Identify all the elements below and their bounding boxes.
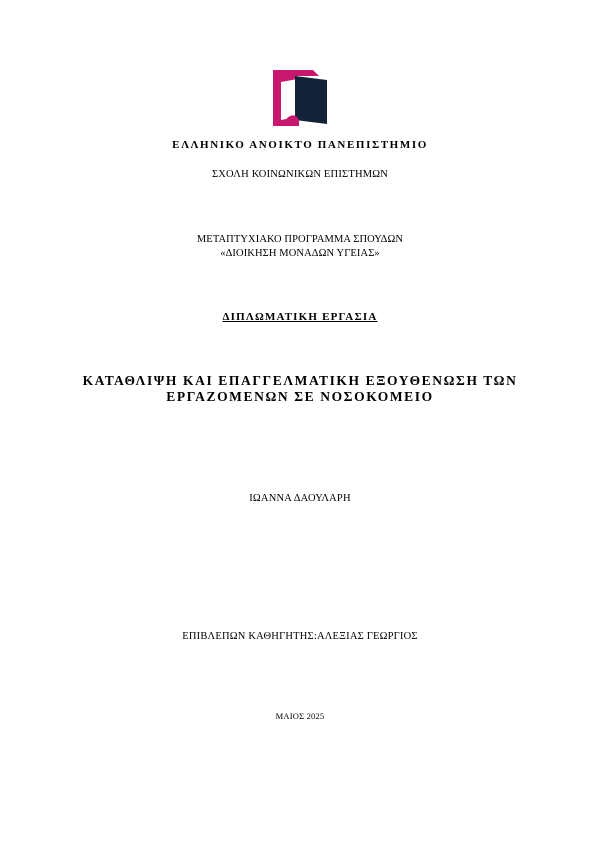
school-name: ΣΧΟΛΗ ΚΟΙΝΩΝΙΚΩΝ ΕΠΙΣΤΗΜΩΝ (211, 169, 389, 180)
university-logo-icon (273, 70, 327, 126)
thesis-title (0, 373, 600, 405)
submission-date: ΜΑΙΟΣ 2025 (275, 711, 325, 721)
thesis-title-line-1: ΚΑΤΑΘΛΙΨΗ ΚΑΙ ΕΠΑΓΓΕΛΜΑΤΙΚΗ ΕΞΟΥΘΕΝΩΣΗ ΤΩΝ (82, 373, 518, 388)
thesis-title-line-2: ΕΡΓΑΖΟΜΕΝΩΝ ΣΕ ΝΟΣΟΚΟΜΕΙΟ (166, 389, 434, 404)
university-name: ΕΛΛΗΝΙΚΟ ΑΝΟΙΚΤΟ ΠΑΝΕΠΙΣΤΗΜΙΟ (172, 139, 428, 151)
thesis-type-heading: ΔΙΠΛΩΜΑΤΙΚΗ ΕΡΓΑΣΙΑ (222, 311, 378, 323)
program-block (0, 233, 600, 261)
supervisor-line: ΕΠΙΒΛΕΠΩΝ ΚΑΘΗΓΗΤΗΣ:ΑΛΕΞΙΑΣ ΓΕΩΡΓΙΟΣ (182, 631, 418, 642)
author-name: ΙΩΑΝΝΑ ΔΑΟΥΛΑΡΗ (249, 493, 351, 504)
program-line-2: «ΔΙΟΙΚΗΣΗ ΜΟΝΑΔΩΝ ΥΓΕΙΑΣ» (220, 248, 380, 259)
program-line-1: ΜΕΤΑΠΤΥΧΙΑΚΟ ΠΡΟΓΡΑΜΜΑ ΣΠΟΥΔΩΝ (196, 234, 404, 245)
